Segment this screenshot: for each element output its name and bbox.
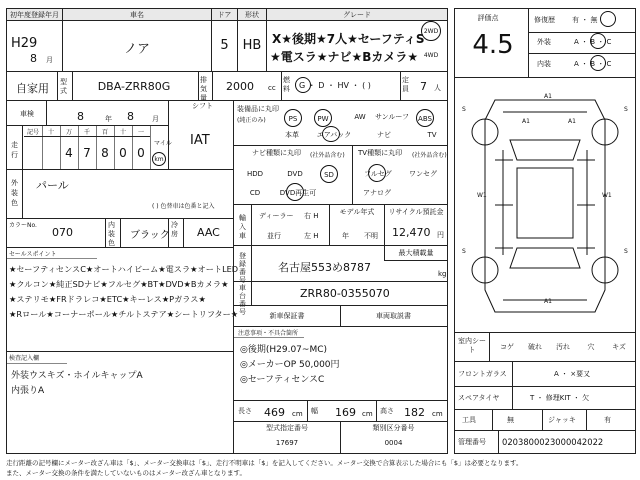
equipment-item: ABS: [416, 109, 434, 127]
management-no-label: 管理番号: [458, 438, 486, 446]
management-number: 0203800023000042022: [502, 437, 604, 447]
jack-value: 有: [604, 416, 611, 424]
shape-label: 形状: [238, 9, 266, 21]
body-shape: HB: [242, 38, 262, 53]
first-reg-label: 初年度登録年月: [7, 9, 62, 21]
grade-line-2: ★電スラ★ナビ★Bカメラ★: [270, 50, 419, 64]
navi-dvd-playable-circle: [286, 183, 304, 201]
mark-w1-left: W1: [477, 192, 487, 199]
repair-history-options: 有 ・ 無: [572, 16, 598, 24]
odometer-digit: 0: [137, 146, 145, 160]
mark-s-fr: S: [624, 106, 628, 113]
interior-color-label: 内装色: [108, 221, 115, 247]
car-name-label: 車名: [63, 9, 211, 21]
length-label: 長さ: [238, 407, 252, 415]
repair-history-label: 修復歴: [534, 16, 555, 24]
note-line-2: ◎メーカーOP 50,000円: [240, 360, 340, 370]
mark-s-rl: S: [462, 248, 466, 255]
km-unit-circled: km: [152, 152, 166, 166]
auction-sheet: [2, 2, 638, 478]
shift-label: シフト: [192, 102, 213, 110]
model-year-label: モデル年式: [339, 208, 375, 216]
type-spec-number: 17697: [275, 439, 299, 447]
footer-note-1: 走行距離の記号欄にメーター改ざん車は「$」、メーター交換車は「$」、走行不明車は「$」を記入してください。メーター交換で合算表示した場合にも「$」は必要となります。: [6, 459, 523, 467]
right-hand-drive: 右 H: [304, 212, 319, 220]
exterior-grade-options: A ・ B ・ C: [574, 38, 612, 46]
room-seat-item: コゲ: [500, 343, 514, 351]
sales-point-line-1: ★セーフティセンスC★オートハイビーム★電スラ★オートLED: [9, 264, 239, 274]
mile-label: マイル: [154, 140, 172, 147]
import-parallel: 並行: [267, 232, 281, 240]
fuel-options: G ・ D ・ HV ・ ( ): [299, 81, 371, 90]
drive-2wd-circled: 2WD: [421, 21, 441, 41]
interior-grade-options: A ・ B ・ C: [574, 60, 612, 68]
left-hand-drive: 左 H: [304, 232, 319, 240]
equipment-item: ナビ: [377, 131, 391, 139]
mark-w1-right: W1: [602, 192, 612, 199]
mark-a1-rear: A1: [544, 298, 552, 305]
ac-type: AAC: [197, 226, 220, 239]
odometer-digit: 7: [83, 146, 91, 160]
mark-s-rr: S: [624, 248, 628, 255]
shift-type: IAT: [190, 133, 210, 148]
repair-none-circle: [600, 11, 616, 27]
navi-hdd: HDD: [246, 170, 264, 178]
model-type-label: 型式: [60, 78, 67, 95]
navi-sublabel: (社外品含む): [310, 152, 345, 159]
max-load-label: 最大積載量: [398, 249, 434, 257]
height-unit: cm: [432, 410, 443, 418]
odometer-digit: 8: [101, 146, 109, 160]
spare-tire-value: T ・ 修理KIT ・ 欠: [530, 394, 590, 402]
odometer-digit: 4: [65, 146, 73, 160]
max-load-unit: kg: [438, 270, 447, 278]
interior-b-circle: [590, 55, 606, 71]
mark-s-fl: S: [462, 106, 466, 113]
import-dealer: ディーラー: [259, 212, 294, 220]
room-seat-item: 穴: [587, 343, 595, 351]
equipment-item: AW: [354, 113, 366, 121]
mileage-label: 走行: [11, 141, 18, 159]
first-reg-era: H29: [11, 36, 38, 51]
airbag-circle: [322, 126, 340, 142]
recycle-deposit: 12,470: [392, 226, 431, 239]
capacity-unit: 人: [434, 84, 441, 92]
score-label: 評価点: [477, 14, 499, 22]
mark-a1-front: A1: [544, 93, 552, 100]
room-seat-item: 破れ: [528, 343, 542, 351]
odometer-place-label: 千: [78, 127, 96, 137]
equipment-item: エアバック: [316, 131, 352, 139]
room-seat-item: 汚れ: [556, 343, 570, 351]
overall-score: 4.5: [472, 30, 514, 60]
inspector-label: 検査記入欄: [9, 355, 40, 362]
sales-points-label: セールスポイント: [9, 251, 57, 258]
ac-label: 冷房: [171, 221, 178, 238]
tv-analog: アナログ: [363, 189, 391, 197]
length-value: 469: [264, 406, 285, 419]
navi-cd: CD: [249, 189, 261, 197]
width-value: 169: [335, 406, 356, 419]
mark-a1-hood-right: A1: [568, 118, 576, 125]
tv-fullseg: フルセグ: [364, 170, 392, 178]
exterior-b-circle: [590, 33, 606, 49]
spare-tire-label: スペアタイヤ: [458, 394, 500, 402]
notes-label: 注意事項・不具合箇所: [238, 330, 299, 337]
equipment-sublabel: (純正のみ): [237, 117, 266, 124]
inspection-year-unit: 年: [105, 115, 112, 123]
type-spec-label: 型式指定番号: [266, 424, 308, 432]
footer-note-2: また、メーター交換の条件を満たしていないものはメーター改ざん車となります。: [6, 469, 246, 477]
jack-label: ジャッキ: [548, 416, 576, 424]
fuel-label: 燃料: [283, 76, 290, 93]
odometer-digit: 0: [119, 146, 127, 160]
equipment-label: 装備品に丸印: [237, 105, 279, 113]
front-glass-label: フロントガラス: [458, 370, 507, 378]
class-number: 0004: [384, 439, 403, 447]
fuel-g-circle: [295, 77, 311, 93]
owner-manual: 車両取説書: [376, 312, 411, 320]
tv-oneseg: ワンセグ: [409, 170, 437, 178]
inspection-label: 車検: [20, 110, 34, 118]
capacity: 7: [420, 80, 427, 93]
inspection-month: 8: [127, 110, 134, 123]
car-name: ノア: [123, 42, 150, 57]
tv-label: TV種類に丸印: [358, 149, 403, 157]
equipment-item: サンルーフ: [374, 113, 410, 121]
door-count: 5: [220, 38, 229, 53]
sales-point-line-2: ★クルコン★純正SDナビ★フルセグ★BT★DVD★Bカメラ★: [9, 279, 229, 289]
tv-sublabel: (社外品含む): [412, 152, 447, 159]
width-unit: cm: [362, 410, 373, 418]
grade-label: グレード: [267, 9, 447, 21]
car-damage-diagram: [455, 80, 635, 330]
inspection-month-unit: 月: [152, 115, 159, 123]
first-reg-month: 8: [30, 52, 37, 65]
odometer-place-label: 記号: [24, 127, 42, 137]
plate-label: 登録番号: [239, 252, 246, 284]
chassis-number: ZRR80-0355070: [300, 287, 390, 300]
class-label: 類別区分番号: [372, 424, 415, 432]
usage-type: 自家用: [16, 82, 49, 95]
interior-color: ブラック: [130, 230, 170, 241]
model-year-unknown: 不明: [364, 232, 378, 240]
equipment-item: TV: [427, 131, 437, 139]
sales-point-line-3: ★ステリモ★FRドラレコ★ETC★キーレス★Pガラス★: [9, 294, 206, 304]
navi-label: ナビ種類に丸印: [252, 149, 301, 157]
color-no-label: カラーNo.: [9, 222, 37, 229]
length-unit: cm: [292, 410, 303, 418]
odometer-place-label: 十: [42, 127, 60, 137]
inspector-line-2: 内張りA: [11, 386, 45, 396]
displacement-label: 排気量: [200, 76, 207, 102]
navi-dvd: DVD: [287, 170, 303, 178]
height-value: 182: [404, 406, 425, 419]
displacement-unit: cc: [268, 84, 276, 92]
navi-dvd-playable: DVD再生可: [279, 189, 317, 197]
displacement: 2000: [226, 80, 254, 93]
inspection-year: 8: [77, 110, 84, 123]
tv-fullseg-circle: [368, 164, 386, 182]
grade-line-1: X★後期★7人★セーフティS: [272, 32, 425, 46]
equipment-item: 本革: [285, 131, 299, 139]
drive-4wd: 4WD: [423, 52, 439, 59]
exterior-color: パール: [36, 179, 69, 192]
note-line-3: ◎セーフティセンスC: [240, 375, 325, 385]
import-label: 輸入車: [239, 214, 246, 240]
new-car-warranty: 新車保証書: [269, 312, 305, 320]
exterior-color-label: 外装色: [11, 179, 18, 207]
plate-number: 名古屋553め8787: [278, 261, 371, 274]
navi-sd-circled: SD: [320, 165, 338, 183]
model-code: DBA-ZRR80G: [97, 80, 171, 93]
odometer-place-label: 万: [60, 127, 78, 137]
mark-a1-hood-left: A1: [522, 118, 530, 125]
odometer-place-label: 百: [96, 127, 114, 137]
odometer-place-label: 一: [132, 127, 150, 137]
recycle-unit: 円: [437, 231, 444, 239]
color-number: 070: [52, 226, 73, 239]
model-year-unit: 年: [342, 232, 349, 240]
tool-label: 工具: [462, 416, 476, 424]
equipment-item: PS: [284, 109, 302, 127]
exterior-grade-label: 外装: [537, 38, 551, 46]
room-seat-item: キズ: [612, 343, 626, 351]
tool-value: 無: [507, 416, 514, 424]
first-reg-month-unit: 月: [46, 56, 53, 64]
note-line-1: ◎後期(H29.07~MC): [240, 345, 327, 355]
exterior-color-note: ( ) 色替車は色番と記入: [152, 203, 215, 210]
chassis-label: 車台番号: [239, 284, 246, 316]
interior-grade-label: 内装: [537, 60, 551, 68]
front-glass-value: A ・ ×要又: [554, 370, 591, 378]
odometer-place-label: 十: [114, 127, 132, 137]
sales-point-line-4: ★Rロール★コーナーポール★チルトステア★シートリフター★: [9, 309, 239, 319]
equipment-item: PW: [314, 109, 332, 127]
capacity-label: 定員: [402, 76, 409, 93]
door-label: ドア: [212, 9, 237, 21]
height-label: 高さ: [380, 407, 394, 415]
recycle-label: リサイクル預託金: [388, 208, 444, 216]
inspector-line-1: 外装ウスキズ・ホイルキャップA: [11, 371, 143, 381]
room-seat-label: 室内シート: [458, 337, 486, 354]
width-label: 幅: [311, 407, 318, 415]
